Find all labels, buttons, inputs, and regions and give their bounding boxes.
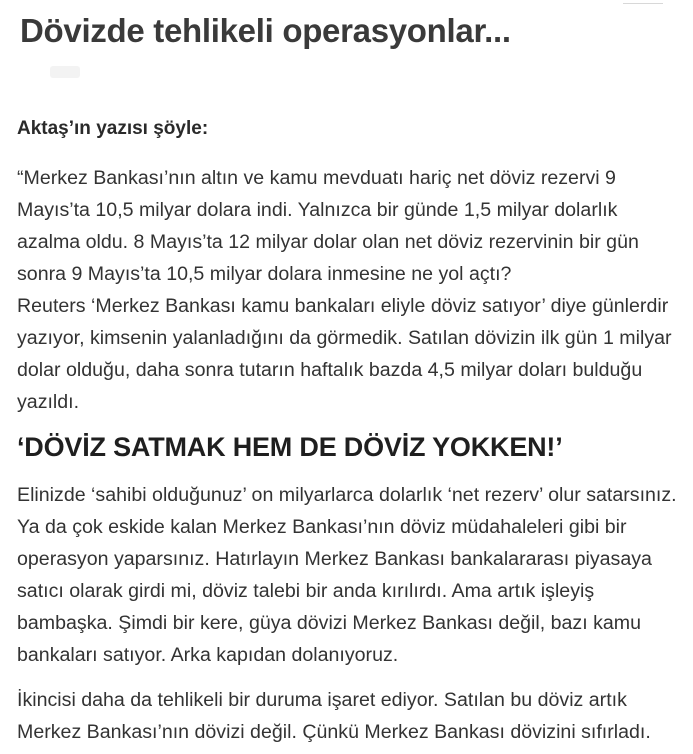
paragraph-line: İkincisi daha da tehlikeli bir duruma işaret ediyor. Satılan bu döviz artık — [17, 689, 627, 711]
paragraph-3 — [17, 479, 677, 671]
article-title: Dövizde tehlikeli operasyonlar... — [20, 12, 511, 49]
paragraph-line: bambaşka. Şimdi bir kere, güya dövizi Merkez Bankası değil, bazı kamu — [17, 612, 642, 634]
paragraph-2 — [17, 290, 672, 418]
paragraph-line: Elinizde ‘sahibi olduğunuz’ on milyarlarca dolarlık ‘net rezerv’ olur satarsınız. — [17, 484, 677, 506]
paragraph-line: azalma oldu. 8 Mayıs’ta 12 milyar dolar olan net döviz rezervinin bir gün — [17, 231, 639, 253]
lead-line: Aktaş’ın yazısı şöyle: — [17, 118, 209, 139]
paragraph-line: yazıyor, kimsenin yalanladığını da görmedik. Satılan dövizin ilk gün 1 milyar — [17, 327, 672, 349]
paragraph-line: Mayıs’ta 10,5 milyar dolara indi. Yalnızca bir günde 1,5 milyar dolarlık — [17, 199, 618, 221]
paragraph-1 — [17, 162, 639, 290]
paragraph-line: satıcı olarak girdi mi, döviz talebi bir anda kırılırdı. Ama artık işleyiş — [17, 580, 595, 602]
paragraph-line: “Merkez Bankası’nın altın ve kamu mevduatı hariç net döviz rezervi 9 — [17, 167, 616, 189]
paragraph-line: Merkez Bankası’nın dövizi değil. Çünkü Merkez Bankası dövizini sıfırladı. — [17, 721, 651, 743]
paragraph-line: sonra 9 Mayıs’ta 10,5 milyar dolara inmesine ne yol açtı? — [17, 263, 512, 285]
faint-placeholder-mark — [50, 66, 80, 78]
paragraph-line: operasyon yaparsınız. Hatırlayın Merkez Bankası bankalararası piyasaya — [17, 548, 652, 570]
top-edge-divider — [623, 0, 663, 4]
paragraph-line: yazıldı. — [17, 391, 80, 413]
paragraph-line: bankaları satıyor. Arka kapıdan dolanıyoruz. — [17, 644, 399, 666]
section-subheading: ‘DÖVİZ SATMAK HEM DE DÖVİZ YOKKEN!’ — [17, 432, 563, 462]
paragraph-line: Reuters ‘Merkez Bankası kamu bankaları eliyle döviz satıyor’ diye günlerdir — [17, 295, 669, 317]
paragraph-line: dolar olduğu, daha sonra tutarın haftalık bazda 4,5 milyar doları bulduğu — [17, 359, 643, 381]
paragraph-4 — [17, 684, 651, 748]
paragraph-line: Ya da çok eskide kalan Merkez Bankası’nın döviz müdahaleleri gibi bir — [17, 516, 627, 538]
